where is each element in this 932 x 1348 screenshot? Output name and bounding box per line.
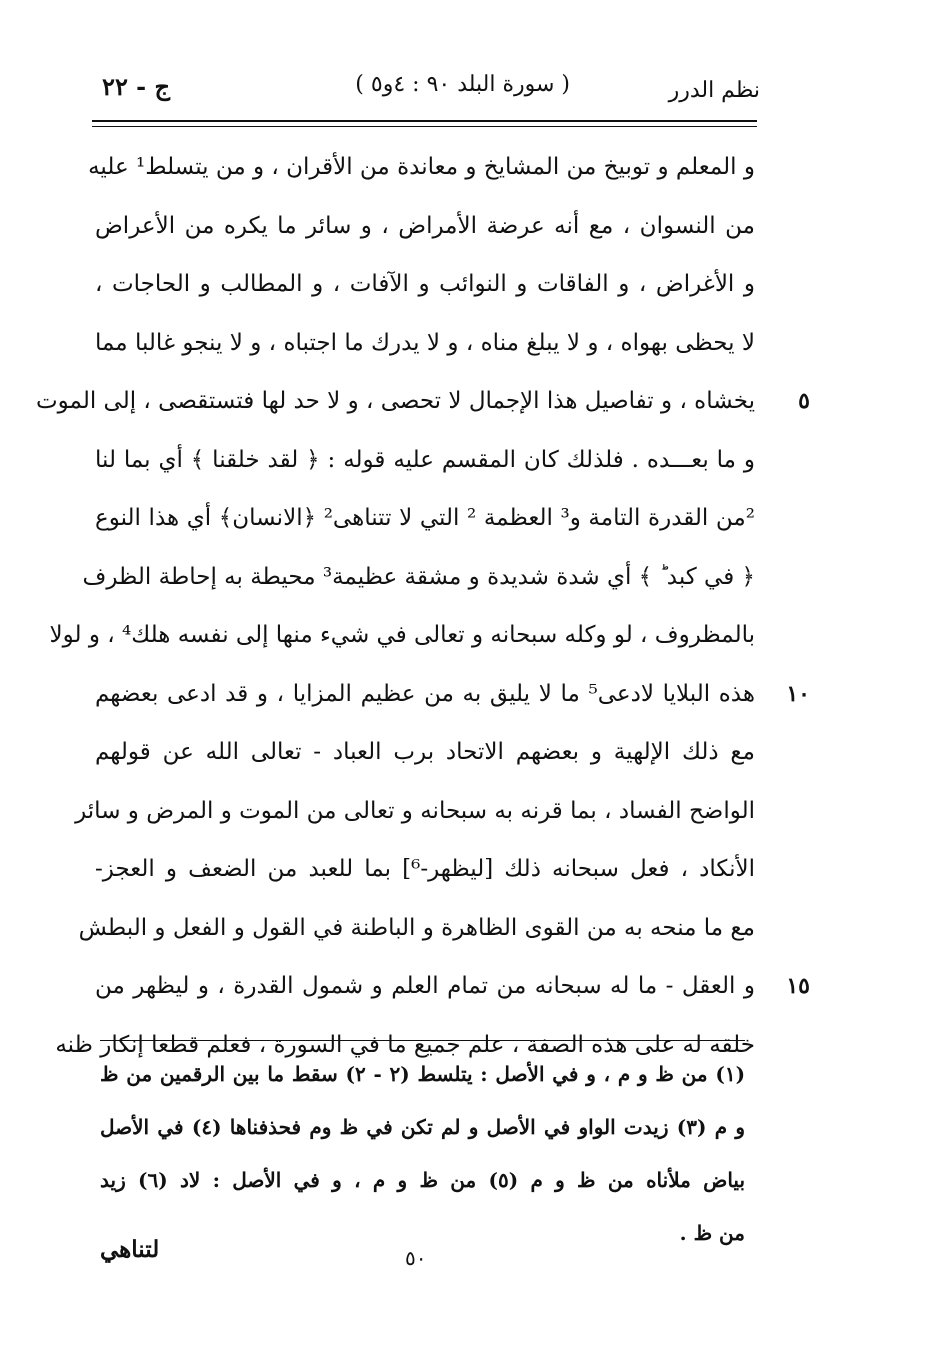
footnotes <box>100 1048 745 1260</box>
page-header <box>90 68 760 108</box>
header-rule-thick <box>92 120 757 122</box>
page-number: ٥٠ <box>405 1246 427 1270</box>
text-line-8: ﴿ في كبد ؕ ﴾ أي شدة شديدة و مشقة عظيمة³ محيطة به إحاطة الظرف <box>82 563 755 590</box>
catchword: لتناهي <box>100 1236 160 1263</box>
line-number-10: ١٠ <box>786 680 810 707</box>
text-line-14: مع ما منحه به من القوى الظاهرة و الباطنة في القول و الفعل و البطش <box>78 914 755 941</box>
text-line-13: الأنكاد ، فعل سبحانه ذلك [ليظهر-⁶] بما للعبد من الضعف و العجز- <box>95 856 755 882</box>
footnote-line-3: بياض ملأناه من ظ و م (٥) من ظ و م ، و في الأصل : لاد (٦) زيد <box>100 1168 746 1192</box>
footnote-line-2: و م (٣) زيدت الواو في الأصل و لم تكن في ظ وم فحذفناها (٤) في الأصل <box>100 1115 746 1139</box>
text-line-5-content: يخشاه ، و تفاصيل هذا الإجمال لا تحصى ، و لا حد لها فتستقصى ، إلى الموت <box>36 388 755 414</box>
text-line-15 <box>95 957 810 1016</box>
text-line-15-content: و العقل - ما له سبحانه من تمام العلم و شمول القدرة ، و ليظهر من <box>95 973 755 999</box>
book-title: نظم الدرر <box>668 78 760 103</box>
text-line-7: ²من القدرة التامة و³ العظمة ² التي لا تتناهى² ﴿الانسان﴾ أي هذا النوع <box>95 505 755 531</box>
text-line-12: الواضح الفساد ، بما قرنه به سبحانه و تعالى من الموت و المرض و سائر <box>75 797 755 824</box>
line-number-5: ٥ <box>798 388 810 414</box>
text-line-10-content: هذه البلايا لادعى⁵ ما لا يليق به من عظيم المزايا ، و قد ادعى بعضهم <box>95 680 756 707</box>
text-line-9: بالمظروف ، لو وكله سبحانه و تعالى في شيء منها إلى نفسه هلك⁴ ، و لولا <box>49 622 755 648</box>
text-line-4: لا يحظى بهواه ، و لا يبلغ مناه ، و لا يدرك ما اجتباه ، و لا ينجو غالبا مما <box>95 329 755 356</box>
text-line-1: و المعلم و توبيخ من المشايخ و معاندة من الأقران ، و من يتسلط¹ عليه <box>88 154 755 180</box>
text-line-5 <box>36 372 810 431</box>
text-line-10 <box>95 665 810 724</box>
surah-reference: ( سورة البلد ٩٠ : ٤و٥ ) <box>355 72 570 97</box>
text-line-16: خلقه له على هذه الصفة ، علم جميع ما في السورة ، فعلم قطعا إنكار ظنه <box>55 1031 755 1058</box>
text-line-11: مع ذلك الإلهية و بعضهم الاتحاد برب العباد - تعالى الله عن قولهم <box>95 739 755 765</box>
footnote-line-1: (١) من ظ و م ، و في الأصل : يتلسط (٢ - ٢) سقط ما بين الرقمين من ظ <box>100 1062 746 1086</box>
footnote-rule <box>100 1040 745 1041</box>
line-number-15: ١٥ <box>786 973 810 999</box>
footnote-line-4: من ظ . <box>679 1221 745 1245</box>
text-line-3: و الأغراض ، و الفاقات و النوائب و الآفات ، و المطالب و الحاجات ، <box>95 271 755 297</box>
body-text <box>36 138 810 1074</box>
text-line-6: و ما بعـــده . فلذلك كان المقسم عليه قوله : ﴿ لقد خلقنا ﴾ أي بما لنا <box>95 446 755 473</box>
volume-number: ج - ٢٢ <box>102 72 170 101</box>
text-line-2: من النسوان ، مع أنه عرضة الأمراض ، و سائر ما يكره من الأعراض <box>95 212 755 239</box>
header-rule-thin <box>92 126 757 127</box>
